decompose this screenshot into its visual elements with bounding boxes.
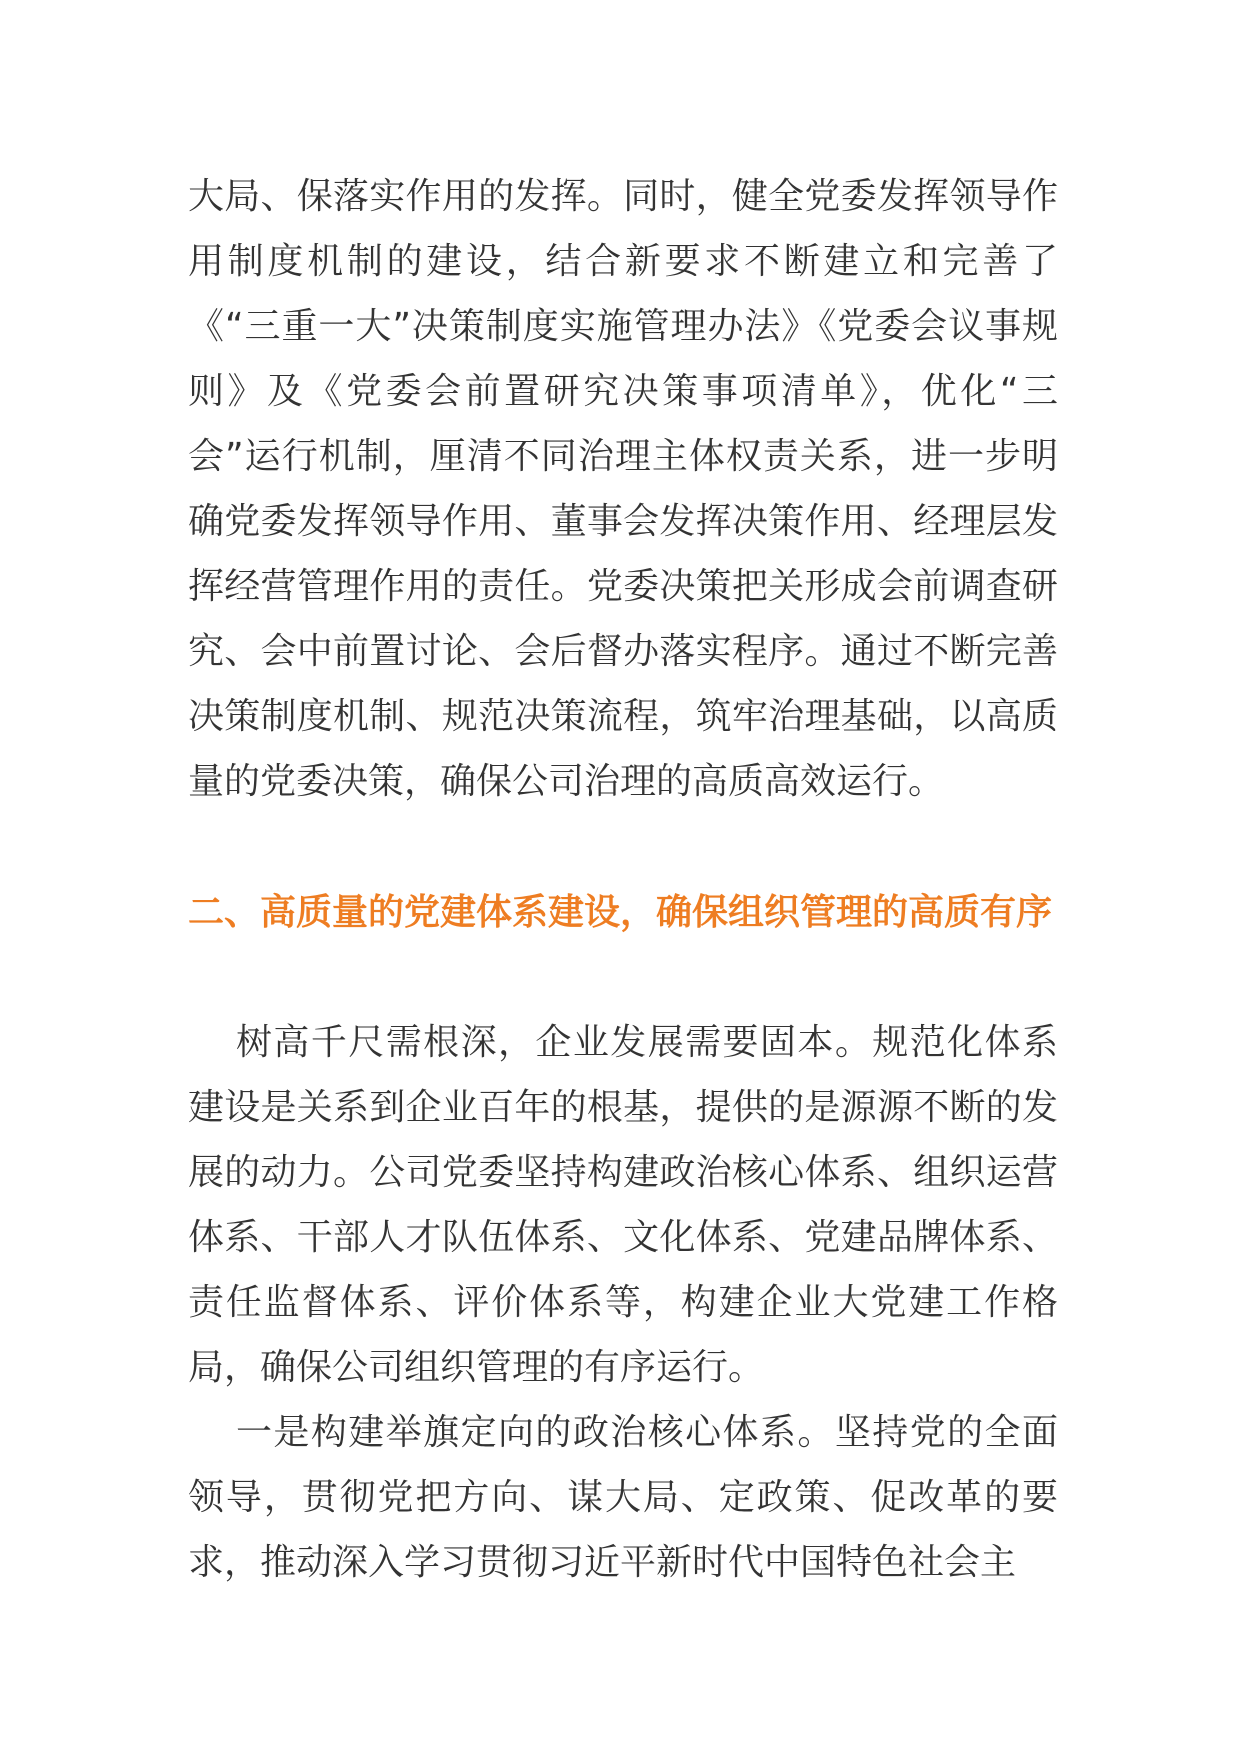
body-paragraph: 大局、保落实作用的发挥。同时，健全党委发挥领导作用制度机制的建设，结合新要求不断建立和完善了《“三重一大”决策制度实施管理办法》《党委会议事规则》及《党委会前置研究决策事项清单》，优化“三会”运行机制，厘清不同治理主体权责关系，进一步明确党委发挥领导作用、董事会发挥决策作用、经理层发挥经营管理作用的责任。党委决策把关形成会前调查研究、会中前置讨论、会后督办落实程序。通过不断完善决策制度机制、规范决策流程，筑牢治理基础，以高质量的党委决策，确保公司治理的高质高效运行。 — [188, 176, 1058, 802]
body-paragraph: 一是构建举旗定向的政治核心体系。坚持党的全面领导，贯彻党把方向、谋大局、定政策、促改革的要求，推动深入学习贯彻习近平新时代中国特色社会主 — [188, 1412, 1058, 1583]
section-heading: 二、高质量的党建体系建设，确保组织管理的高质有序 — [188, 892, 1053, 933]
body-paragraph: 树高千尺需根深，企业发展需要固本。规范化体系建设是关系到企业百年的根基，提供的是源源不断的发展的动力。公司党委坚持构建政治核心体系、组织运营体系、干部人才队伍体系、文化体系、党建品牌体系、责任监督体系、评价体系等，构建企业大党建工作格局，确保公司组织管理的有序运行。 — [188, 1022, 1058, 1388]
